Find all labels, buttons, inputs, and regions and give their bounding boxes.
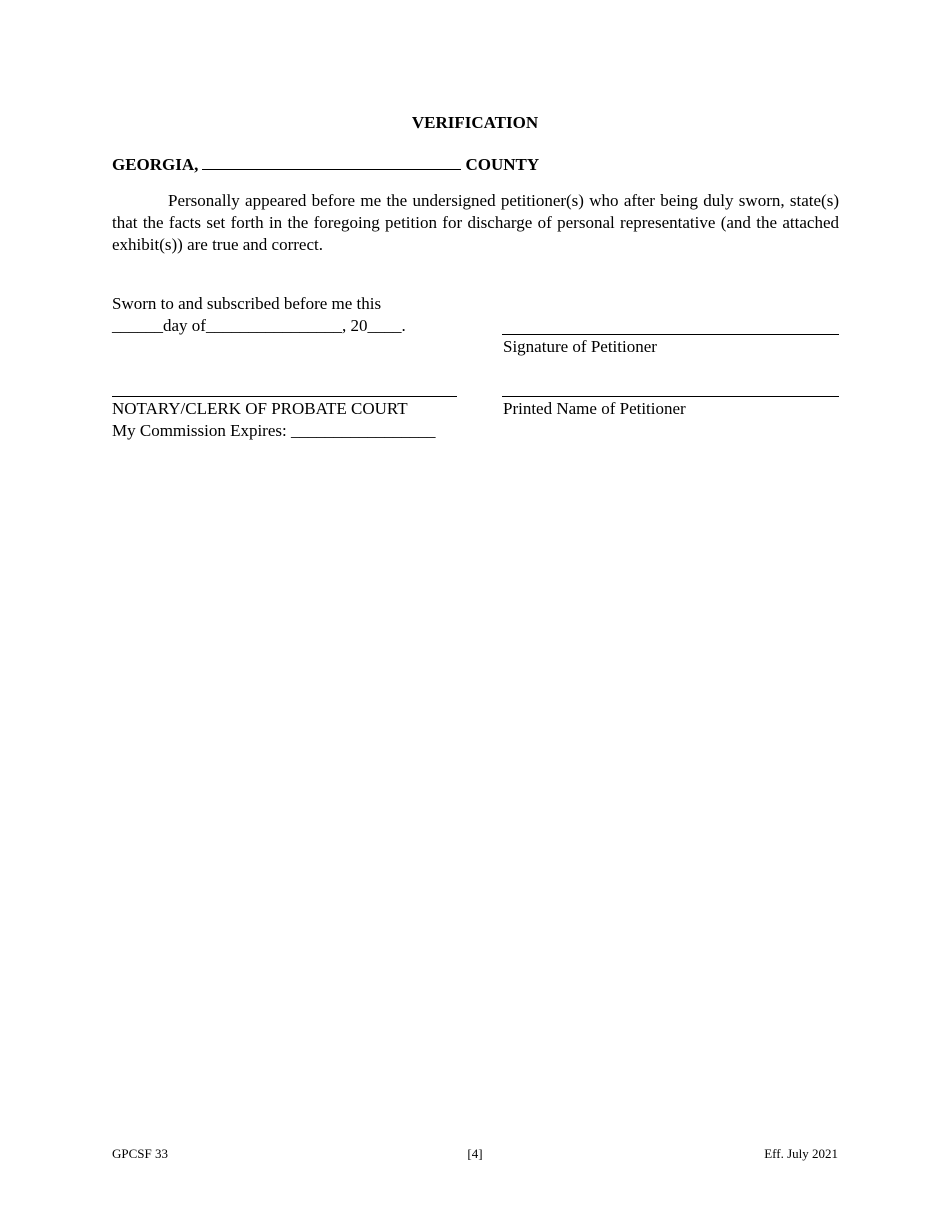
county-label: COUNTY <box>465 155 540 174</box>
notary-label: NOTARY/CLERK OF PROBATE COURT <box>112 399 408 418</box>
date-line[interactable]: ______day of________________, 20____. <box>112 316 406 335</box>
notary-signature-rule[interactable] <box>112 396 457 397</box>
printed-name-rule[interactable] <box>502 396 839 397</box>
document-title: VERIFICATION <box>411 113 539 132</box>
state-label: GEORGIA, <box>112 155 199 174</box>
footer-effective-date: Eff. July 2021 <box>764 1146 838 1161</box>
signature-rule[interactable] <box>502 334 839 335</box>
footer-page-number: [4] <box>467 1146 483 1161</box>
county-blank-field[interactable] <box>202 152 461 170</box>
signature-label: Signature of Petitioner <box>503 337 657 356</box>
printed-name-label: Printed Name of Petitioner <box>503 399 686 418</box>
footer-form-number: GPCSF 33 <box>112 1146 168 1161</box>
sworn-line: Sworn to and subscribed before me this <box>112 294 382 313</box>
county-line <box>112 152 539 176</box>
verification-paragraph: Personally appeared before me the undersigned petitioner(s) who after being duly sworn, state(s) that the facts set forth in the foregoing petition for discharge of personal representative (and the attached exhibit(s)) are true and correct. <box>112 191 839 254</box>
commission-expires-line[interactable]: My Commission Expires: _________________ <box>112 421 436 440</box>
